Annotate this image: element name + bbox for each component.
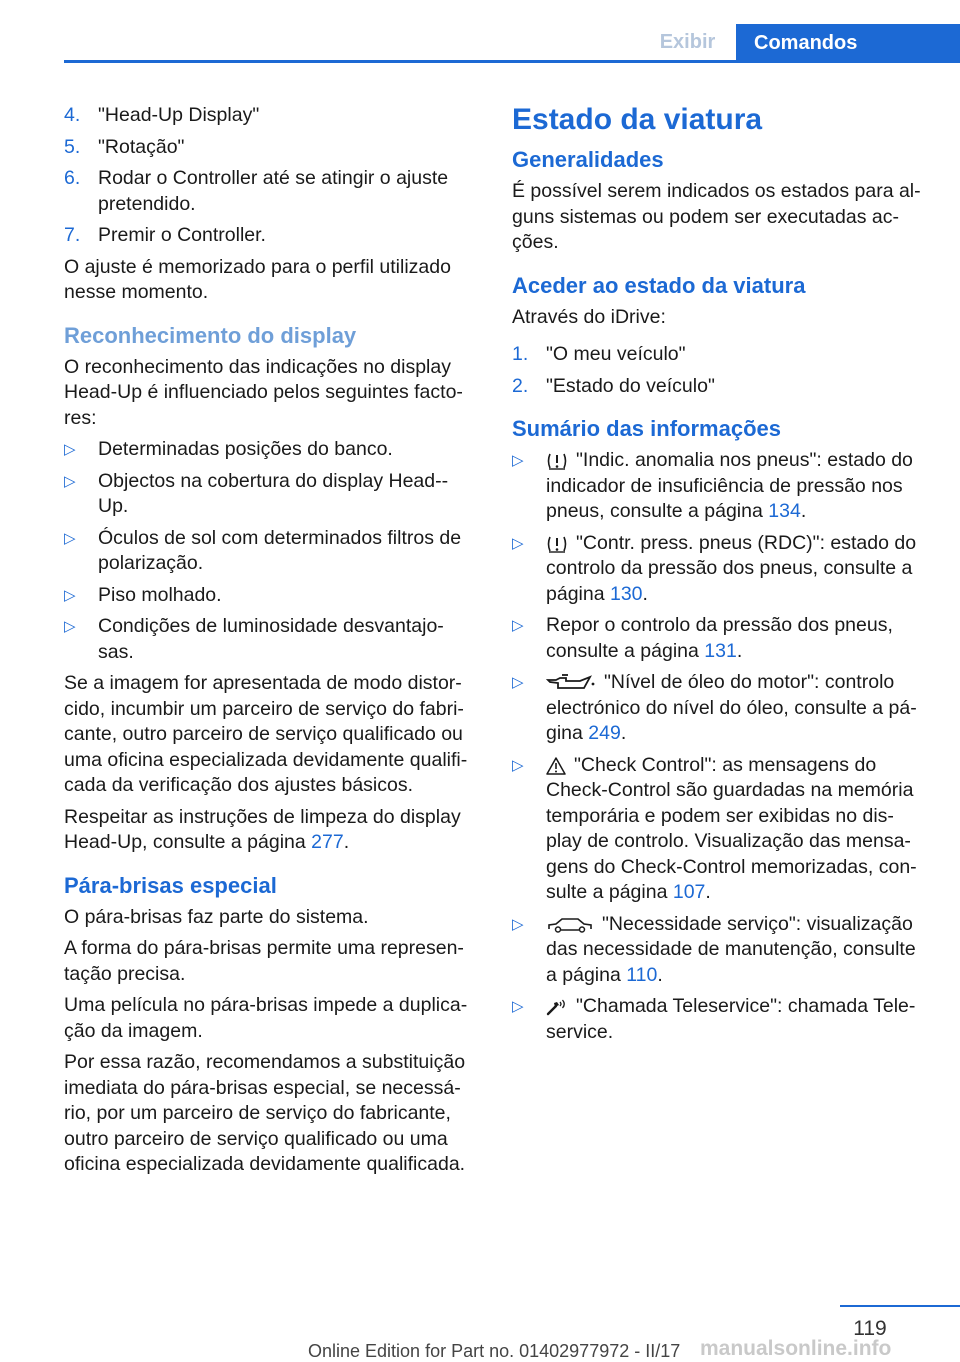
- bullet-item: ▷ Objectos na cobertura do display Head--Up.: [64, 469, 476, 520]
- triangle-bullet-icon: ▷: [512, 674, 524, 691]
- page-link[interactable]: 131: [704, 639, 737, 662]
- heading-display-recognition: Reconhecimento do display: [64, 322, 357, 348]
- heading-access-status: Aceder ao estado da viatura: [512, 272, 806, 298]
- triangle-bullet-icon: ▷: [64, 472, 76, 490]
- bullet-item: ▷ Óculos de sol com determinados filtros de polarização.: [64, 526, 476, 577]
- bullet-item: ▷ Condições de luminosidade desvantajo-sas.: [64, 614, 476, 665]
- step-item: 7. Premir o Controller.: [64, 224, 266, 246]
- page-link[interactable]: 110: [626, 963, 658, 986]
- tire-pressure-warning-icon: [546, 452, 568, 470]
- step-item: 5. "Rotação": [64, 135, 185, 158]
- info-item: ▷ "Chamada Teleservice": chamada Tele-service.: [512, 994, 928, 1045]
- triangle-bullet-icon: ▷: [64, 441, 76, 458]
- header-rule: [64, 60, 960, 63]
- paragraph-cleaning: Respeitar as instruções de limpeza do display Head-Up, consulte a página 277.: [64, 805, 461, 853]
- page-title: Estado da viatura: [512, 103, 763, 136]
- warning-triangle-icon: [546, 757, 566, 775]
- info-item: ▷ "Check Control": as mensagens do Check-Control são guardadas na memória temporária e podem ser exibidas no dis-play de controlo. Visualização das mensa-gens do Check-Control memorizadas, con-sulte a página 107.: [512, 753, 928, 906]
- paragraph-recognition: O reconhecimento das indicações no display Head-Up é influenciado pelos seguintes facto-res:: [64, 355, 463, 429]
- page-number: 119: [853, 1317, 887, 1340]
- step-item: 2. "Estado do veículo": [512, 374, 715, 397]
- triangle-bullet-icon: ▷: [64, 586, 76, 604]
- triangle-bullet-icon: ▷: [64, 529, 76, 547]
- page-link[interactable]: 134: [768, 500, 801, 522]
- info-item: ▷ "Indic. anomalia nos pneus": estado do indicador de insuficiência de pressão nos pneus, consulte a página 134.: [512, 448, 928, 525]
- paragraph-general: É possível serem indicados os estados para al-guns sistemas ou podem ser executadas ac-ções.: [512, 180, 921, 253]
- page-link[interactable]: 107: [672, 881, 706, 903]
- triangle-bullet-icon: ▷: [64, 618, 76, 635]
- page-link[interactable]: 130: [609, 582, 643, 605]
- step-item: 1. "O meu veículo": [512, 343, 686, 365]
- page-link[interactable]: 249: [588, 722, 621, 744]
- edition-note: Online Edition for Part no. 01402977972 - II/17: [308, 1341, 681, 1361]
- service-car-icon: [546, 916, 594, 934]
- heading-info-summary: Sumário das informações: [512, 416, 781, 441]
- right-column: [512, 103, 928, 1051]
- oil-can-icon: [546, 674, 596, 692]
- info-item: ▷ "Contr. press. pneus (RDC)": estado do controlo da pressão dos pneus, consulte a página 130.: [512, 531, 928, 608]
- triangle-bullet-icon: ▷: [512, 915, 524, 933]
- footer-rule: [840, 1305, 960, 1307]
- triangle-bullet-icon: ▷: [512, 756, 524, 774]
- wrench-signal-icon: [546, 998, 568, 1016]
- tire-pressure-warning-icon: [546, 535, 568, 553]
- tab-comandos[interactable]: Comandos: [736, 24, 960, 63]
- bullet-item: ▷ Determinadas posições do banco.: [64, 437, 476, 463]
- triangle-bullet-icon: ▷: [512, 998, 524, 1015]
- paragraph-saved: O ajuste é memorizado para o perfil utilizado nesse momento.: [64, 255, 451, 303]
- info-item: ▷ "Nível de óleo do motor": controlo electrónico do nível do óleo, consulte a pá-gina 249.: [512, 670, 928, 747]
- paragraph-ws2: A forma do pára-brisas permite uma represen-tação precisa.: [64, 937, 464, 985]
- triangle-bullet-icon: ▷: [512, 534, 524, 552]
- step-item: 4. "Head-Up Display": [64, 104, 260, 126]
- paragraph-ws4: Por essa razão, recomendamos a substituição imediata do pára-brisas especial, se necessá-rio, por um parceiro de serviço do fabricante, outro parceiro de serviço qualificado ou uma oficina especializada devidamente qualificada.: [64, 1051, 466, 1175]
- paragraph-distorted: Se a imagem for apresentada de modo distor-cido, incumbir um parceiro de serviço do fabri-cante, outro parceiro de serviço qualificado ou uma oficina especializada devidamente qualifi-cada da verificação dos ajustes básicos.: [64, 672, 468, 796]
- triangle-bullet-icon: ▷: [512, 617, 524, 634]
- heading-general: Generalidades: [512, 147, 664, 172]
- step-item: 6. Rodar o Controller até se atingir o ajuste pretendido.: [64, 167, 449, 215]
- tab-exibir[interactable]: Exibir: [659, 31, 716, 53]
- left-column: [64, 103, 476, 1184]
- paragraph-ws3: Uma película no pára-brisas impede a duplica-ção da imagem.: [64, 994, 468, 1042]
- paragraph-ws1: O pára-brisas faz parte do sistema.: [64, 905, 369, 928]
- bullet-item: ▷ Piso molhado.: [64, 583, 476, 609]
- triangle-bullet-icon: ▷: [512, 452, 524, 469]
- watermark: manualsonline.info: [700, 1337, 892, 1360]
- paragraph-access: Através do iDrive:: [512, 305, 666, 328]
- heading-special-windscreen: Pára-brisas especial: [64, 872, 277, 898]
- page-link[interactable]: 277: [311, 831, 344, 853]
- info-item: ▷ Repor o controlo da pressão dos pneus, consulte a página 131.: [512, 613, 928, 664]
- info-item: ▷ "Necessidade serviço": visualização das necessidade de manutenção, consulte a página 110.: [512, 912, 928, 989]
